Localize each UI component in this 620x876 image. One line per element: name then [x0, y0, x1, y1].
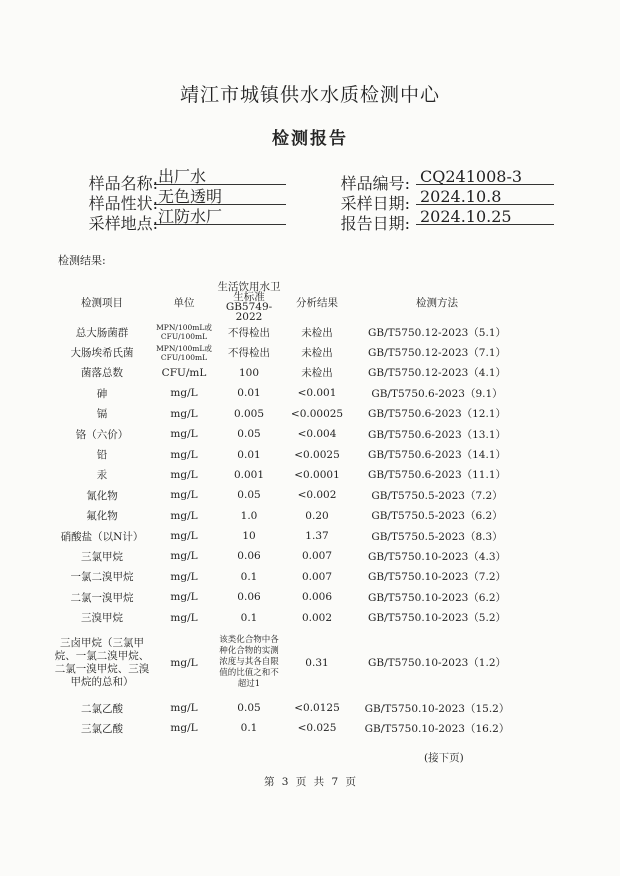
table-row — [52, 404, 522, 424]
table-header-row — [52, 282, 522, 322]
cell-unit: mg/L — [170, 387, 198, 400]
table-row — [52, 546, 522, 566]
cell-result: <0.0125 — [294, 702, 340, 715]
cell-standard: 0.005 — [233, 407, 265, 420]
cell-result: 未检出 — [301, 367, 333, 380]
cell-result: <0.004 — [297, 428, 337, 441]
header-unit: 单位 — [173, 296, 195, 309]
cell-item: 三溴甲烷 — [81, 612, 123, 625]
cell-method: GB/T5750.5-2023（8.3） — [371, 530, 503, 543]
cell-unit: mg/L — [170, 702, 198, 715]
header-item: 检测项目 — [81, 296, 123, 309]
cell-method: GB/T5750.12-2023（5.1） — [367, 326, 507, 339]
table-row — [52, 587, 522, 607]
sampling-site-value: 江防水厂 — [154, 210, 286, 225]
cell-result: <0.00025 — [290, 407, 344, 420]
sample-id-value: CQ241008-3 — [416, 170, 554, 185]
cell-result: <0.001 — [297, 387, 337, 400]
cell-method: GB/T5750.5-2023（6.2） — [371, 510, 503, 523]
sampling-date-label: 采样日期: — [340, 194, 410, 213]
sample-name-label: 样品名称: — [88, 174, 158, 193]
cell-standard: 0.1 — [240, 611, 258, 624]
sampling-site-label: 采样地点: — [88, 214, 158, 233]
cell-unit: mg/L — [170, 530, 198, 543]
table-row — [52, 444, 522, 464]
cell-item: 二氯一溴甲烷 — [70, 591, 134, 604]
cell-item: 氰化物 — [86, 489, 118, 502]
table-row — [52, 383, 522, 403]
sample-id-label: 样品编号: — [340, 174, 410, 193]
cell-result: 0.007 — [301, 570, 333, 583]
cell-item: 二氯乙酸 — [81, 702, 123, 715]
cell-item: 一氯二溴甲烷 — [70, 571, 134, 584]
cell-unit: mg/L — [170, 591, 198, 604]
cell-standard: 1.0 — [240, 509, 258, 522]
cell-result: 0.006 — [301, 591, 333, 604]
table-row — [52, 506, 522, 526]
report-date-label: 报告日期: — [340, 214, 410, 233]
cell-method: GB/T5750.10-2023（6.2） — [367, 591, 507, 604]
cell-result: 未检出 — [301, 347, 333, 360]
cell-method: GB/T5750.10-2023（15.2） — [364, 702, 510, 715]
cell-method: GB/T5750.10-2023（4.3） — [367, 550, 507, 563]
cell-unit: mg/L — [170, 570, 198, 583]
cell-standard: 0.1 — [240, 722, 258, 735]
cell-standard: 0.01 — [237, 448, 261, 461]
cell-standard: 0.05 — [237, 428, 261, 441]
cell-item: 三卤甲烷（三氯甲烷、一氯二溴甲烷、二氯一溴甲烷、三溴甲烷的总和） — [54, 636, 150, 688]
table-row — [52, 322, 522, 342]
cell-standard: 0.1 — [240, 570, 258, 583]
cell-item: 汞 — [96, 469, 108, 482]
cell-standard: 0.01 — [237, 387, 261, 400]
cell-standard: 该类化合物中各种化合物的实测浓度与其各自限值的比值之和不超过1 — [219, 635, 279, 690]
cell-result: 0.31 — [305, 656, 329, 669]
cell-standard: 10 — [242, 530, 256, 543]
cell-standard: 0.05 — [237, 702, 261, 715]
cell-item: 总大肠菌群 — [75, 326, 129, 339]
cell-result: <0.0001 — [294, 468, 340, 481]
cell-result: 0.20 — [305, 509, 329, 522]
cell-unit: mg/L — [170, 509, 198, 522]
cell-method: GB/T5750.12-2023（7.1） — [367, 347, 507, 360]
org-title: 靖江市城镇供水水质检测中心 — [179, 84, 440, 106]
cell-unit: MPN/100mL或CFU/100mL — [156, 323, 212, 342]
table-row — [52, 363, 522, 383]
cell-result: <0.0025 — [294, 448, 340, 461]
cell-unit: mg/L — [170, 611, 198, 624]
cell-method: GB/T5750.6-2023（12.1） — [367, 408, 507, 421]
table-row — [52, 424, 522, 444]
cell-standard: 100 — [238, 366, 260, 379]
table-row — [52, 526, 522, 546]
continued-note: (接下页) — [424, 752, 464, 764]
cell-standard: 0.06 — [237, 550, 261, 563]
cell-result: <0.002 — [297, 489, 337, 502]
cell-unit: mg/L — [170, 468, 198, 481]
results-table — [52, 282, 522, 739]
cell-unit: mg/L — [170, 448, 198, 461]
cell-item: 大肠埃希氏菌 — [70, 347, 134, 360]
cell-item: 铅 — [96, 449, 108, 462]
cell-item: 镉 — [96, 408, 108, 421]
header-result: 分析结果 — [296, 296, 338, 309]
cell-result: 未检出 — [301, 326, 333, 339]
cell-method: GB/T5750.5-2023（7.2） — [371, 489, 503, 502]
cell-unit: mg/L — [170, 407, 198, 420]
header-standard: 生活饮用水卫生标准GB5749-2022 — [217, 281, 281, 323]
table-row — [52, 698, 522, 718]
sample-name-value: 出厂水 — [154, 170, 286, 185]
cell-method: GB/T5750.10-2023（5.2） — [367, 612, 507, 625]
table-row — [52, 628, 522, 698]
cell-result: <0.025 — [297, 722, 337, 735]
cell-method: GB/T5750.6-2023（11.1） — [367, 469, 507, 482]
cell-item: 硝酸盐（以N计） — [60, 530, 144, 543]
table-row — [52, 485, 522, 505]
cell-unit: mg/L — [170, 722, 198, 735]
cell-unit: mg/L — [170, 656, 198, 669]
cell-method: GB/T5750.6-2023（14.1） — [367, 449, 507, 462]
cell-standard: 0.001 — [233, 468, 265, 481]
cell-standard: 不得检出 — [228, 347, 270, 360]
cell-method: GB/T5750.10-2023（7.2） — [367, 571, 507, 584]
sampling-date-value: 2024.10.8 — [416, 190, 554, 205]
cell-result: 0.007 — [301, 550, 333, 563]
cell-item: 铬（六价） — [75, 428, 129, 441]
cell-unit: CFU/mL — [161, 366, 207, 379]
cell-method: GB/T5750.12-2023（4.1） — [367, 367, 507, 380]
cell-unit: mg/L — [170, 428, 198, 441]
cell-item: 三氯乙酸 — [81, 722, 123, 735]
cell-item: 砷 — [96, 387, 108, 400]
sample-state-label: 样品性状: — [88, 194, 158, 213]
table-row — [52, 342, 522, 362]
cell-item: 三氯甲烷 — [81, 550, 123, 563]
header-method: 检测方法 — [416, 296, 458, 309]
cell-method: GB/T5750.6-2023（13.1） — [367, 428, 507, 441]
cell-method: GB/T5750.10-2023（1.2） — [367, 657, 507, 670]
page-number: 第 3 页 共 7 页 — [263, 776, 357, 788]
table-row — [52, 607, 522, 627]
sample-state-value: 无色透明 — [154, 190, 286, 205]
cell-result: 0.002 — [301, 611, 333, 624]
report-title: 检测报告 — [272, 129, 348, 149]
cell-unit: mg/L — [170, 550, 198, 563]
cell-item: 氟化物 — [86, 510, 118, 523]
cell-unit: MPN/100mL或CFU/100mL — [156, 343, 212, 362]
cell-method: GB/T5750.10-2023（16.2） — [364, 722, 510, 735]
table-row — [52, 718, 522, 738]
table-row — [52, 465, 522, 485]
report-date-value: 2024.10.25 — [416, 210, 554, 225]
cell-standard: 0.06 — [237, 591, 261, 604]
results-label: 检测结果: — [58, 254, 106, 267]
cell-standard: 不得检出 — [228, 326, 270, 339]
cell-standard: 0.05 — [237, 489, 261, 502]
cell-result: 1.37 — [305, 530, 329, 543]
cell-item: 菌落总数 — [81, 367, 123, 380]
table-row — [52, 567, 522, 587]
cell-method: GB/T5750.6-2023（9.1） — [371, 387, 503, 400]
cell-unit: mg/L — [170, 489, 198, 502]
